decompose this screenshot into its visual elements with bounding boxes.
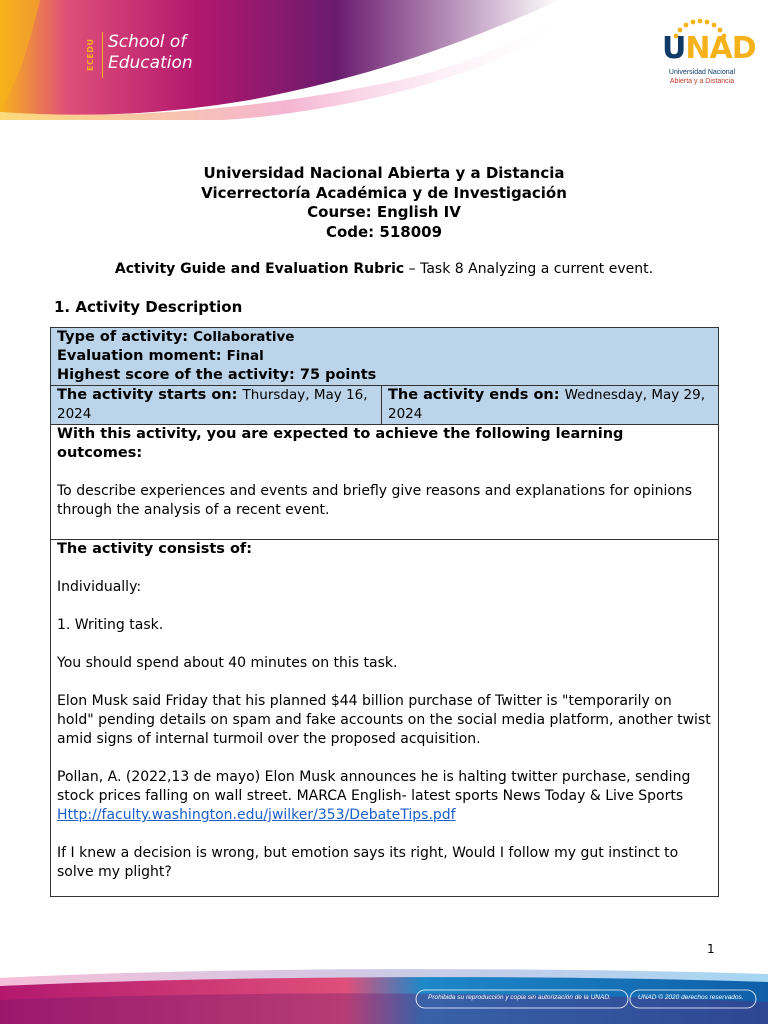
- outcomes-heading: With this activity, you are expected to achieve the following learning outcomes:: [57, 426, 624, 461]
- school-line-2: Education: [108, 53, 193, 73]
- end-date-cell: [382, 386, 719, 425]
- moment-value: Final: [226, 348, 264, 364]
- unad-logo: [662, 31, 756, 66]
- activity-description-table: [50, 327, 719, 897]
- starts-label: The activity starts on:: [57, 387, 243, 403]
- citation-text: Pollan, A. (2022,13 de mayo) Elon Musk announces he is halting twitter purchase, sending stock prices falling on wall street. MARCA English- latest sports News Today & Live Sports: [57, 769, 691, 804]
- consists-heading: The activity consists of:: [57, 541, 253, 557]
- unad-subtitle: [662, 68, 742, 86]
- table-row-dates: [51, 386, 719, 425]
- start-date-cell: [51, 386, 382, 425]
- document-title: [0, 164, 768, 242]
- musk-paragraph: Elon Musk said Friday that his planned $44 billion purchase of Twitter is "temporarily on hold" pending details on spam and fake accounts on the social media platform, another twist amid signs of internal turmoil over the proposed acquisition.: [57, 693, 711, 747]
- page-number: 1: [707, 942, 715, 956]
- writing-task-text: 1. Writing task.: [57, 617, 164, 633]
- type-label: Type of activity:: [57, 329, 194, 345]
- unad-u: U: [662, 31, 686, 66]
- table-row-activity-info: [51, 328, 719, 386]
- table-row-consists: [51, 540, 719, 897]
- unad-sub-1: Universidad Nacional: [668, 69, 736, 76]
- individually-text: Individually:: [57, 579, 142, 595]
- title-course: Course: English IV: [307, 203, 461, 221]
- ecedu-label: ECEDU: [86, 38, 95, 72]
- starts-value: Thursday, May 16, 2024: [57, 387, 368, 422]
- unad-sub-2: Abierta y a Distancia: [669, 78, 735, 85]
- outcomes-cell: [51, 425, 719, 540]
- ends-label: The activity ends on:: [388, 387, 565, 403]
- footer-note-left: Prohibida su reproducción y copia sin autorización de la UNAD.: [428, 994, 611, 1001]
- school-of-education-logo: [108, 32, 193, 74]
- school-line-1: School of: [108, 32, 187, 52]
- title-code: Code: 518009: [325, 222, 443, 241]
- outcomes-text: To describe experiences and events and briefly give reasons and explanations for opinions through the analysis of a recent event.: [57, 483, 693, 518]
- type-value: Collaborative: [193, 329, 295, 345]
- moment-label: Evaluation moment:: [57, 348, 227, 364]
- footer-banner: [0, 960, 768, 1024]
- section-heading: 1. Activity Description: [54, 298, 243, 316]
- score-label: Highest score of the activity: 75 points: [57, 367, 377, 383]
- spend-time-text: You should spend about 40 minutes on this task.: [57, 655, 398, 671]
- ends-value: Wednesday, May 29, 2024: [388, 387, 705, 422]
- consists-cell: [51, 540, 719, 897]
- table-row-outcomes: [51, 425, 719, 540]
- title-vicerrectoria: Vicerrectoría Académica y de Investigación: [201, 183, 567, 202]
- unad-rest: NAD: [685, 31, 756, 66]
- title-university: Universidad Nacional Abierta y a Distancia: [203, 164, 565, 182]
- activity-info-cell: [51, 328, 719, 386]
- guide-subtitle: [0, 259, 768, 279]
- footer-note-right: UNAD © 2020 derechos reservados.: [638, 994, 744, 1001]
- debate-tips-link[interactable]: Http://faculty.washington.edu/jwilker/353/DebateTips.pdf: [57, 807, 456, 823]
- question-paragraph: If I knew a decision is wrong, but emotion says its right, Would I follow my gut instinct to solve my plight?: [57, 845, 679, 880]
- guide-rest: – Task 8 Analyzing a current event.: [404, 261, 654, 277]
- school-logo-divider: [102, 32, 103, 78]
- guide-bold: Activity Guide and Evaluation Rubric: [114, 261, 405, 277]
- citation-paragraph: [57, 768, 712, 825]
